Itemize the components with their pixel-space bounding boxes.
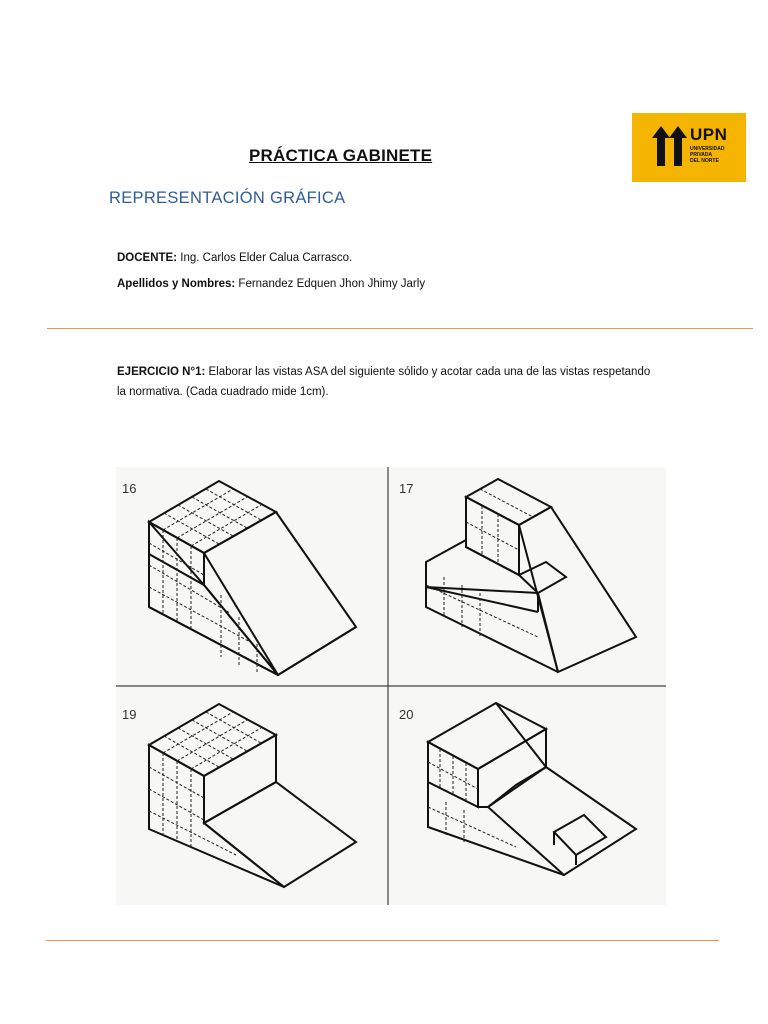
solid-17 [426,479,636,672]
nombres-label: Apellidos y Nombres: [117,278,236,290]
upn-arrow-icon [652,126,688,168]
solid-20 [428,703,636,875]
docente-line [117,252,352,264]
page-title: PRÁCTICA GABINETE [249,146,433,165]
upn-logo [632,113,746,182]
exercise-statement [117,362,657,402]
panel-number-20: 20 [399,707,414,722]
exercise-text: Elaborar las vistas ASA del siguiente sólido y acotar cada una de las vistas respetando la normativa. (Cada cuadrado mide 1cm). [117,366,651,398]
isometric-drawings [116,467,666,905]
panel-number-17: 17 [399,481,414,496]
exercise-label: EJERCICIO N°1: [117,366,206,378]
divider-top [47,328,753,329]
nombres-line [117,278,425,290]
nombres-value: Fernandez Edquen Jhon Jhimy Jarly [235,278,426,290]
panel-number-19: 19 [122,707,137,722]
logo-text: UPN [690,125,728,144]
isometric-figure [116,467,666,905]
logo-university: UNIVERSIDAD PRIVADA DEL NORTE [690,146,725,164]
docente-value: Ing. Carlos Elder Calua Carrasco. [177,252,353,264]
docente-label: DOCENTE: [117,252,178,264]
solid-19 [149,704,356,887]
page-subtitle: REPRESENTACIÓN GRÁFICA [109,189,346,207]
divider-bottom [46,940,719,941]
panel-number-16: 16 [122,481,137,496]
